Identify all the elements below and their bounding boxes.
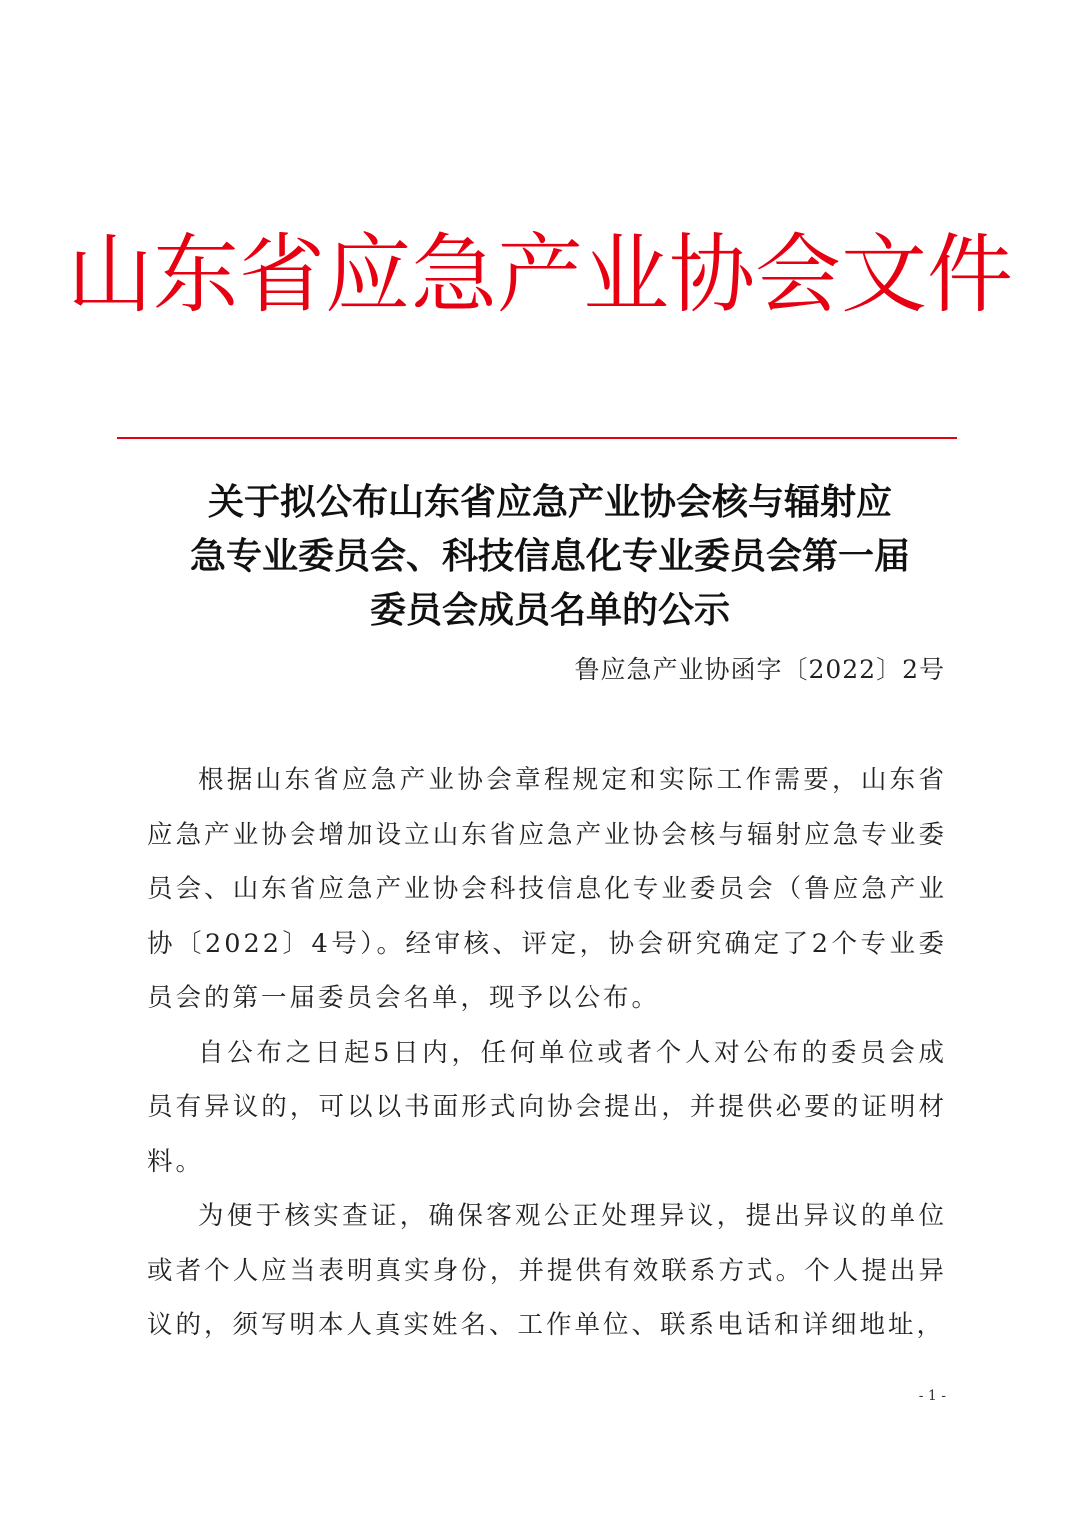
body-paragraph-2: 自公布之日起5日内，任何单位或者个人对公布的委员会成员有异议的，可以以书面形式向协会提出，并提供必要的证明材料。 (147, 1037, 947, 1177)
title-line-1: 关于拟公布山东省应急产业协会核与辐射应 (207, 482, 892, 523)
body-paragraph-1: 根据山东省应急产业协会章程规定和实际工作需要，山东省应急产业协会增加设立山东省应急产业协会核与辐射应急专业委员会、山东省应急产业协会科技信息化专业委员会（鲁应急产业协〔2022〕4号）。经审核、评定，协会研究确定了2个专业委员会的第一届委员会名单，现予以公布。 (147, 765, 947, 1013)
document-number: 鲁应急产业协函字〔2022〕2号 (574, 655, 945, 684)
title-line-3: 委员会成员名单的公示 (369, 590, 730, 631)
red-divider-line (117, 437, 957, 439)
title-line-2: 急专业委员会、科技信息化专业委员会第一届 (189, 536, 910, 577)
body-paragraph-3: 为便于核实查证，确保客观公正处理异议，提出异议的单位或者个人应当表明真实身份，并提供有效联系方式。个人提出异议的，须写明本人真实姓名、工作单位、联系电话和详细地址， (147, 1201, 947, 1340)
page-number: - 1 - (918, 1388, 946, 1404)
document-title (150, 476, 950, 638)
document-masthead: 山东省应急产业协会文件 (67, 225, 1013, 325)
document-body (147, 753, 947, 1353)
